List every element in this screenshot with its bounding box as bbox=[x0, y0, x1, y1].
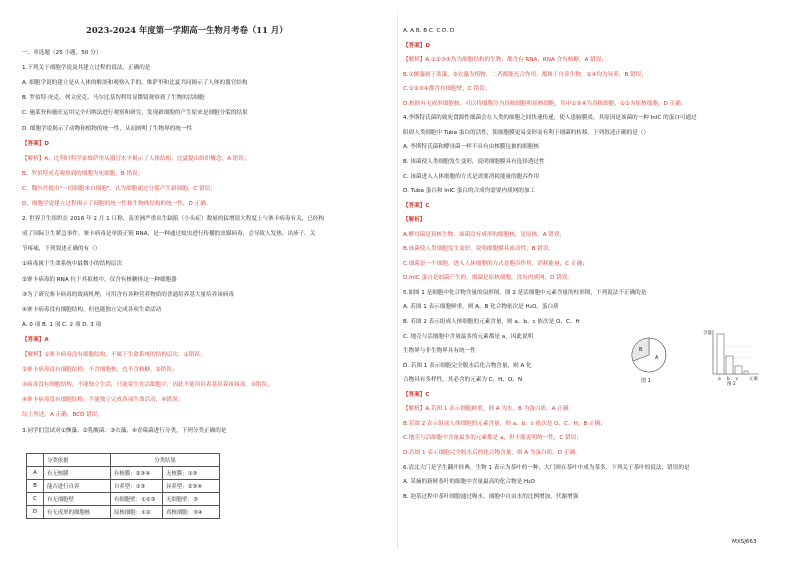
table-row bbox=[27, 467, 220, 480]
page-title: 2023-2024 年度第一学期高一生物月考卷（11 月） bbox=[86, 25, 288, 35]
bar-label-b: b bbox=[727, 377, 730, 382]
table-cell: 有无成形的细胞核 bbox=[44, 506, 111, 519]
left-line: 【答案】D bbox=[22, 140, 50, 147]
left-line: 【解析】A、比利时科学家维萨里从器官水平揭示了人体结构，比夏提出组织概念，A 错误； bbox=[22, 155, 250, 162]
right-line: 【解析】A.若图 1 表示细胞鲜重，则 A 为水，B 为蛋白质，A 正确； bbox=[403, 406, 575, 413]
right-line: A.酵母菌是真核生物，该菌没有成形的细胞核，是原核，A 错误； bbox=[403, 231, 566, 238]
left-line: ④寨卡病毒没有细胞结构，不能独立完成各项生命活动，④错误； bbox=[22, 397, 184, 404]
bar-label-a: a bbox=[718, 377, 721, 382]
right-line: B. 泡茶过程中茶叶细胞通过吸水，细胞中自由水的比例增加，代谢增强 bbox=[403, 493, 579, 500]
right-line: D.根据有无成形细胞核，可以将细胞分为真核细胞和原核细胞，其中①③④为真核细胞，①②为原核细胞，D 正确。 bbox=[403, 100, 687, 107]
right-line: D.若图 1 表示细胞完全脱水后的化合物含量，则 A 为蛋白质，D 正确。 bbox=[403, 449, 581, 456]
table-cell: 自养型：①③ bbox=[111, 480, 163, 493]
left-line: ③病毒没有细胞结构，不能独立生活，只能寄生在活细胞中，因此不能用培养基培养该病毒，③错误； bbox=[22, 382, 273, 389]
classification-table bbox=[26, 453, 220, 519]
right-line: 【答案】C bbox=[403, 391, 430, 398]
right-line: B.若图 2 表示组成人体细胞的元素含量，则 a、b、c 依次是 O、C、H，B 正确； bbox=[403, 420, 606, 427]
x-axis-label: 元素 bbox=[749, 377, 758, 382]
right-line: 【解析】A.①②③④均为细胞结构的生物，都含有 RNA，RNA 含有核糖，A 错误； bbox=[403, 57, 607, 64]
left-line: 一、单选题（25 小题，50 分） bbox=[22, 50, 102, 56]
left-line: 3.同学们尝试对①颤藻、②乳酸菌、③衣藻、④青霉菌进行分类，下列分类正确的是 bbox=[22, 427, 227, 434]
right-line: 【答案】D bbox=[403, 42, 431, 49]
table-cell: A bbox=[27, 467, 44, 480]
right-line: 6.清北大门是学生翻开经典，生物 1 表示为茶叶的一种，大门困在茶叶中成为茶多，下列关于茶叶的说法，错误的是 bbox=[403, 464, 690, 471]
table-row bbox=[27, 480, 220, 493]
right-line: D. Tuba 蛋白和 InlC 蛋白的合成均需要内质网的加工 bbox=[403, 188, 536, 195]
right-line: C.地壳与活细胞中含量最多的元素都是 a，但不能说明统一性，C 错误； bbox=[403, 435, 582, 442]
right-line: 4.李斯特氏菌的致死食源性细菌会在人类的细胞之间快速传递，使人患脑膜炎。其原因是该菌的一种 InlC 的蛋白可通过 bbox=[403, 115, 697, 122]
table-cell: 无核膜：①③ bbox=[163, 467, 220, 480]
right-line: C. 该菌进入人体细胞的方式是需要消耗能量的胞吞作用 bbox=[403, 173, 540, 180]
table-cell: 能否进行自养 bbox=[44, 480, 111, 493]
right-column bbox=[397, 0, 794, 562]
table-cell: 有细胞壁：①②③ bbox=[111, 493, 163, 506]
right-line: A. A B. B C. C D. D bbox=[403, 28, 455, 34]
table-header-cell: 分类依据 bbox=[44, 454, 111, 467]
left-line: ③为了研究寨卡病毒的致病机理，可用含有各种营养物质的普通培养基大量培养该病毒 bbox=[22, 291, 234, 298]
table-header-cell bbox=[27, 454, 44, 467]
table-cell: 原核细胞：①② bbox=[111, 506, 163, 519]
right-line: B. 若图 2 表示组成人体细胞的元素含量，则 a、b、c 依次是 O、C、H bbox=[403, 319, 580, 325]
right-line: 生物界与非生物界具有统一性 bbox=[403, 348, 476, 355]
right-line: A. 若图 1 表示细胞鲜重，则 A、B 化合物依次是 H₂O、蛋白质 bbox=[403, 304, 559, 311]
right-line: 5.如图 1 是细胞中化合物含量的扇形图，图 2 是活细胞中元素含量的柱形图，下列说法不正确的是 bbox=[403, 289, 647, 296]
right-line: D.InlC 蛋白是细菌产生的，细菌是原核细胞，没有内质网，D 错误。 bbox=[403, 275, 574, 282]
bar-b bbox=[726, 356, 733, 374]
left-line: ②寨卡病毒的 RNA 位于其拟核中，仅含有核糖体这一种细胞器 bbox=[22, 276, 177, 283]
table-cell: 有无细胞壁 bbox=[44, 493, 111, 506]
table-cell: 无细胞壁：③ bbox=[163, 493, 220, 506]
left-line: A. 0 项 B. 1 项 C. 2 项 D. 3 项 bbox=[22, 321, 102, 328]
left-line: 综上所述，A 正确，BCD 错误。 bbox=[22, 412, 103, 419]
left-line: 2. 世界卫生组织在 2016 年 2 月 1 日称，南美洲严重出生缺陷（小头症）数量的猛增很大程度上与寨卡病毒有关，已经构 bbox=[22, 216, 325, 223]
table-cell: C bbox=[27, 493, 44, 506]
right-line: 【答案】C bbox=[403, 202, 430, 209]
left-line: ①病毒属于生命系统中最微小的结构层次 bbox=[22, 261, 123, 268]
left-line: C、魏尔肖提出"一切细胞来自细胞"，认为细胞通过分裂产生新细胞，C 错误； bbox=[22, 185, 216, 192]
left-line: ②寨卡病毒没有细胞结构，不含细胞核，也不含核糖，②错误； bbox=[22, 367, 178, 374]
right-line: D. 若图 1 表示细胞完全脱水后化合物含量，则 A 化 bbox=[403, 362, 532, 369]
table-cell: B bbox=[27, 480, 44, 493]
left-line: D. 细胞学说揭示了动物和植物的统一性，从而阐明了生物界的统一性 bbox=[22, 125, 193, 132]
figure-1-caption: 图 1 bbox=[641, 378, 651, 384]
bar-c bbox=[735, 366, 742, 374]
left-line: 【解析】①寨卡病毒没有细胞结构，不属于生命系统的结构层次，①错误； bbox=[22, 352, 206, 358]
right-line: C. 地壳与活细胞中含量最多的元素都是 a，因此说明 bbox=[403, 333, 534, 340]
right-line: C.细菌是一个细胞，进入人体细胞的方式是胞吞作用，消耗能量，C 正确； bbox=[403, 260, 588, 267]
left-line: 节疼痛，下列叙述正确的有（） bbox=[22, 246, 101, 253]
table-row bbox=[27, 506, 220, 519]
left-line: 成了国际卫生紧急事件。寨卡病毒是单股正链 RNA，是一种通过蚊虫进行传播的虫媒病毒，会导致人发热、出疹子、关 bbox=[22, 231, 316, 238]
right-line: A. 李斯特氏菌和酵母菌一样不具有由核膜包被的细胞核 bbox=[403, 144, 539, 151]
figure-2-caption: 图 2 bbox=[727, 382, 736, 386]
bar-chart-figure-2 bbox=[703, 326, 763, 386]
left-line: D、细胞学说建立过程揭示了细胞的统一性和生物体结构的统一性，D 正确。 bbox=[22, 201, 212, 207]
right-line: 合物具有多样性，其必含的元素为 C、H、O、N bbox=[403, 377, 523, 384]
left-line: ④寨卡病毒没有细胞结构，但也能独立完成各项生命活动 bbox=[22, 306, 162, 313]
left-line: A. 细胞学说的建立是从人体的解剖和观察入手的，维萨里和比夏共同揭示了人体的器官结构 bbox=[22, 80, 248, 87]
right-line: A. 采摘的新鲜茶叶的细胞中含量最高的化合物是 H₂O bbox=[403, 479, 535, 486]
right-line: B.①颤藻属于蓝藻，③衣藻为植物，二者都能光合作用，都属于自养生物，②④均为异养，B 错误； bbox=[403, 71, 647, 78]
bar-label-c: c bbox=[736, 377, 739, 382]
left-line: 【答案】A bbox=[22, 336, 49, 343]
right-line: B.该菌使人类细胞发生变形，说明细胞膜具流动性，B 错误； bbox=[403, 246, 555, 253]
pie-chart-figure-1 bbox=[625, 333, 673, 385]
table-cell: 有核膜：②③④ bbox=[111, 467, 163, 480]
right-line: C.①②③④都含有细胞壁，C 错误； bbox=[403, 86, 491, 93]
table-cell: D bbox=[27, 506, 44, 519]
pie-label-a: A bbox=[655, 355, 659, 361]
right-line: 阻碍人类细胞中 Tuba 蛋白的活性，使细胞膜更易变形而有利于细菌的转移。下列叙述正确的是（） bbox=[403, 129, 649, 136]
table-header-row bbox=[27, 454, 220, 467]
table-cell: 异养型：②③④ bbox=[163, 480, 220, 493]
watermark-code: MXSJ663 bbox=[732, 539, 757, 545]
bar-a bbox=[717, 334, 724, 374]
table-row bbox=[27, 493, 220, 506]
table-cell: 有无核膜 bbox=[44, 467, 111, 480]
right-line: 【解析】 bbox=[403, 217, 426, 224]
left-line: B. 罗伯特·虎克、列文虎克、马尔比基均利用显微镜观察到了生物的活细胞 bbox=[22, 95, 205, 102]
left-line: B、罗伯特虎克观察到的细胞为死细胞，B 错误； bbox=[22, 170, 144, 177]
y-axis-label: 含量 bbox=[703, 331, 712, 336]
left-line: C. 施莱登和施旺运用完全归纳法进行观察和研究，发现新细胞的产生原来是细胞分裂的结果 bbox=[22, 110, 248, 117]
left-line: 1.下列关于细胞学说及其建立过程的说法，正确的是 bbox=[22, 65, 151, 72]
table-cell: 真核细胞：③④ bbox=[163, 506, 220, 519]
pie-label-b: B bbox=[639, 347, 643, 353]
right-line: B. 该菌使人类细胞发生变形，说明细胞膜具有选择透过性 bbox=[403, 158, 545, 165]
table-header-cell: 分类结果 bbox=[111, 454, 220, 467]
bar-d bbox=[744, 371, 748, 374]
